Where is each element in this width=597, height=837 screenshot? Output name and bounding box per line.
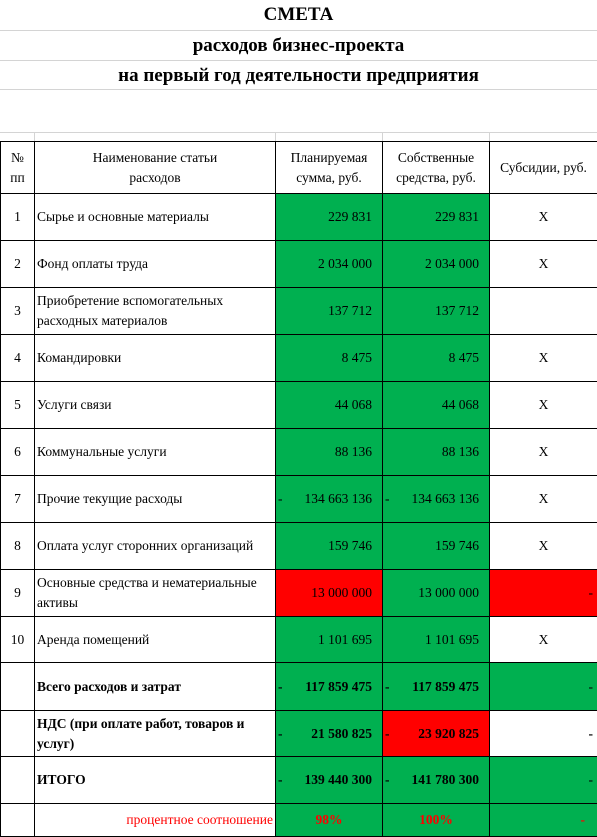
row-planned: 88 136 — [276, 429, 383, 476]
grand-planned — [276, 757, 383, 804]
table-row — [1, 241, 597, 288]
row-num: 7 — [1, 476, 35, 523]
header-num: № пп — [1, 142, 35, 194]
minus-sign: - — [385, 772, 390, 787]
row-subsidy: Х — [490, 382, 597, 429]
row-subsidy: Х — [490, 523, 597, 570]
row-own: 13 000 000 — [383, 570, 490, 617]
grand-subsidy: - — [490, 757, 597, 804]
percent-subsidy: - — [490, 804, 597, 837]
table-header-row — [1, 142, 597, 194]
row-num — [1, 711, 35, 757]
row-planned: 44 068 — [276, 382, 383, 429]
totals-subsidy: - — [490, 663, 597, 711]
row-planned: 2 034 000 — [276, 241, 383, 288]
totals-own — [383, 663, 490, 711]
row-own: 44 068 — [383, 382, 490, 429]
row-planned — [276, 476, 383, 523]
header-planned: Планируемая сумма, руб. — [276, 142, 383, 194]
document-subtitle-1: расходов бизнес-проекта — [0, 30, 597, 61]
row-num: 8 — [1, 523, 35, 570]
row-subsidy: Х — [490, 476, 597, 523]
table-row — [1, 523, 597, 570]
row-num — [1, 663, 35, 711]
row-name: Оплата услуг сторонних организаций — [35, 523, 276, 570]
row-planned: 229 831 — [276, 194, 383, 241]
budget-table — [0, 141, 597, 837]
row-name: Основные средства и нематериальные активы — [35, 570, 276, 617]
table-row — [1, 335, 597, 382]
row-num — [1, 804, 35, 837]
gridline — [275, 132, 276, 141]
minus-sign: - — [278, 678, 283, 694]
row-own: 8 475 — [383, 335, 490, 382]
empty-row — [0, 89, 597, 134]
vat-subsidy: - — [490, 711, 597, 757]
row-num: 10 — [1, 617, 35, 663]
vat-planned-value: 21 580 825 — [311, 725, 372, 741]
row-subsidy: - — [490, 570, 597, 617]
row-own: 159 746 — [383, 523, 490, 570]
totals-planned — [276, 663, 383, 711]
row-own: 2 034 000 — [383, 241, 490, 288]
grand-own — [383, 757, 490, 804]
totals-own-value: 117 859 475 — [412, 678, 479, 694]
row-name: Аренда помещений — [35, 617, 276, 663]
percent-label: процентное соотношение — [35, 804, 276, 837]
gridline — [489, 132, 490, 141]
minus-sign: - — [278, 772, 283, 787]
row-num: 1 — [1, 194, 35, 241]
row-own: 1 101 695 — [383, 617, 490, 663]
row-planned: 159 746 — [276, 523, 383, 570]
row-planned: 13 000 000 — [276, 570, 383, 617]
row-own: 229 831 — [383, 194, 490, 241]
gridline — [34, 132, 35, 141]
vat-row — [1, 711, 597, 757]
row-num: 3 — [1, 288, 35, 335]
table-row — [1, 194, 597, 241]
table-row — [1, 288, 597, 335]
totals-label: Всего расходов и затрат — [35, 663, 276, 711]
row-own: 137 712 — [383, 288, 490, 335]
row-planned: 1 101 695 — [276, 617, 383, 663]
grand-own-value: 141 780 300 — [411, 772, 479, 787]
grand-total-row — [1, 757, 597, 804]
row-subsidy — [490, 288, 597, 335]
minus-sign: - — [385, 678, 390, 694]
row-num: 4 — [1, 335, 35, 382]
header-subsidy: Субсидии, руб. — [490, 142, 597, 194]
percent-own: 100% — [383, 804, 490, 837]
row-subsidy: Х — [490, 241, 597, 288]
totals-row — [1, 663, 597, 711]
document-subtitle-2: на первый год деятельности предприятия — [0, 60, 597, 91]
header-own: Собственные средства, руб. — [383, 142, 490, 194]
vat-own — [383, 711, 490, 757]
row-subsidy: Х — [490, 194, 597, 241]
row-subsidy: Х — [490, 617, 597, 663]
row-name: Командировки — [35, 335, 276, 382]
percent-row — [1, 804, 597, 837]
row-name: Услуги связи — [35, 382, 276, 429]
table-row — [1, 476, 597, 523]
row-own: 88 136 — [383, 429, 490, 476]
row-name: Прочие текущие расходы — [35, 476, 276, 523]
totals-planned-value: 117 859 475 — [305, 678, 372, 694]
row-planned: 8 475 — [276, 335, 383, 382]
table-row — [1, 570, 597, 617]
grand-planned-value: 139 440 300 — [304, 772, 372, 787]
row-name: Приобретение вспомогательных расходных материалов — [35, 288, 276, 335]
row-num: 9 — [1, 570, 35, 617]
minus-sign: - — [385, 491, 390, 506]
table-row — [1, 617, 597, 663]
table-row — [1, 382, 597, 429]
row-num — [1, 757, 35, 804]
gridline — [382, 132, 383, 141]
row-planned: 137 712 — [276, 288, 383, 335]
row-own-value: 134 663 136 — [411, 491, 479, 506]
row-subsidy: Х — [490, 429, 597, 476]
row-name: Коммунальные услуги — [35, 429, 276, 476]
minus-sign: - — [278, 491, 283, 506]
row-name: Сырье и основные материалы — [35, 194, 276, 241]
vat-own-value: 23 920 825 — [418, 725, 479, 741]
row-planned-value: 134 663 136 — [304, 491, 372, 506]
vat-planned — [276, 711, 383, 757]
table-row — [1, 429, 597, 476]
row-own — [383, 476, 490, 523]
document-title: СМЕТА — [263, 4, 334, 25]
header-name: Наименование статьи расходов — [35, 142, 276, 194]
minus-sign: - — [385, 725, 390, 741]
percent-planned: 98% — [276, 804, 383, 837]
row-num: 2 — [1, 241, 35, 288]
row-subsidy: Х — [490, 335, 597, 382]
row-name: Фонд оплаты труда — [35, 241, 276, 288]
vat-label: НДС (при оплате работ, товаров и услуг) — [35, 711, 276, 757]
minus-sign: - — [278, 725, 283, 741]
grand-label: ИТОГО — [35, 757, 276, 804]
row-num: 5 — [1, 382, 35, 429]
row-num: 6 — [1, 429, 35, 476]
